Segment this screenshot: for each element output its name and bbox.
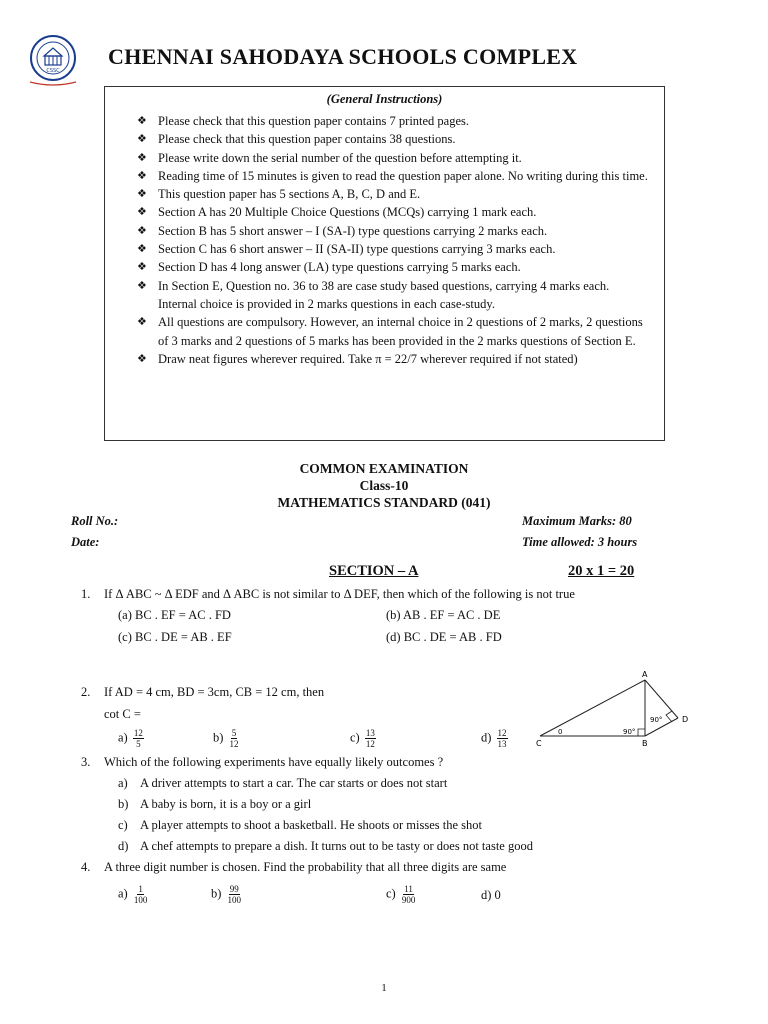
instruction-item: ❖ This question paper has 5 sections A, B, C, D and E. xyxy=(137,185,649,203)
instruction-item: ❖ Please check that this question paper contains 38 questions. xyxy=(137,130,649,148)
question-3-option-b-label: b) xyxy=(118,797,129,811)
time-allowed: Time allowed: 3 hours xyxy=(522,535,638,549)
instruction-item: ❖ In Section E, Question no. 36 to 38 are case study based questions, carrying 4 marks each. Internal choice is provided in 2 marks questions in each case-study. xyxy=(137,278,610,311)
question-3-option-d: A chef attempts to prepare a dish. It turns out to be tasty or does not taste good xyxy=(140,839,533,853)
question-4-text: A three digit number is chosen. Find the probability that all three digits are same xyxy=(104,860,507,874)
instructions-heading: (General Instructions) xyxy=(326,92,443,106)
question-number: 3. xyxy=(81,755,91,769)
diamond-bullet-icon: ❖ xyxy=(137,114,147,127)
diamond-bullet-icon: ❖ xyxy=(137,351,147,365)
diamond-bullet-icon: ❖ xyxy=(137,187,147,201)
question-number: 2. xyxy=(81,685,91,699)
question-2-option-d: d) $\frac{12}{13}$ xyxy=(481,728,507,749)
question-4-option-a: a) $\frac{1}{100}$ xyxy=(118,884,148,905)
instruction-item: ❖ All questions are compulsory. However, an internal choice in 2 questions of 2 marks, 2 questions of 3 marks and 2 questions of 5 marks has been provided in the 2 marks questions of Section E. xyxy=(137,315,643,348)
question-2-cot-c: cot C = xyxy=(104,707,141,721)
angle-c-label: 0 xyxy=(558,728,563,736)
instruction-item: ❖ Draw neat figures wherever required. Take π = 22/7 wherever required if not stated) xyxy=(137,350,649,368)
question-2-option-c: c) $\frac{13}{12}$ xyxy=(350,728,375,749)
school-title: CHENNAI SAHODAYA SCHOOLS COMPLEX xyxy=(108,44,578,69)
angle-d-label: 90° xyxy=(650,716,663,724)
question-3-text: Which of the following experiments have equally likely outcomes ? xyxy=(104,755,444,769)
exam-subject: MATHEMATICS STANDARD (041) xyxy=(277,495,491,510)
fraction: $\frac{12}{13}$ xyxy=(497,728,507,749)
question-1-text: If Δ ABC ~ Δ EDF and Δ ABC is not similar to Δ DEF, then which of the following is not true xyxy=(104,587,575,601)
instruction-item: ❖ Please check that this question paper contains 7 printed pages. xyxy=(137,112,649,130)
diamond-bullet-icon: ❖ xyxy=(137,242,147,256)
question-3-option-d-label: d) xyxy=(118,839,129,853)
instruction-item: ❖ Reading time of 15 minutes is given to read the question paper alone. No writing during this time. xyxy=(137,167,649,185)
fraction: $\frac{11}{900}$ xyxy=(401,884,416,905)
diamond-bullet-icon: ❖ xyxy=(137,132,147,146)
question-1-option-a: (a) BC . EF = AC . FD xyxy=(118,608,231,622)
vertex-c-label: C xyxy=(536,739,542,748)
exam-class: Class-10 xyxy=(359,478,409,493)
exam-name: COMMON EXAMINATION xyxy=(299,461,469,476)
diamond-bullet-icon: ❖ xyxy=(137,223,147,237)
angle-b-label: 90° xyxy=(623,728,636,736)
question-3-option-a: A driver attempts to start a car. The car starts or does not start xyxy=(140,776,448,790)
instructions-box xyxy=(104,86,665,441)
section-marks: 20 x 1 = 20 xyxy=(568,563,635,579)
fraction: $\frac{5}{12}$ xyxy=(229,728,239,749)
question-2-option-b: b) $\frac{5}{12}$ xyxy=(213,728,239,749)
diamond-bullet-icon: ❖ xyxy=(137,260,147,274)
question-4-option-d: d) 0 xyxy=(481,888,501,902)
question-4-option-b: b) $\frac{99}{100}$ xyxy=(211,884,242,905)
diamond-bullet-icon: ❖ xyxy=(137,205,147,219)
question-number: 1. xyxy=(81,587,91,601)
date-label: Date: xyxy=(71,535,100,549)
diamond-bullet-icon: ❖ xyxy=(137,315,147,329)
question-1-option-d: (d) BC . DE = AB . FD xyxy=(386,630,502,644)
question-1-option-c: (c) BC . DE = AB . EF xyxy=(118,630,232,644)
fraction: $\frac{1}{100}$ xyxy=(133,884,148,905)
diamond-bullet-icon: ❖ xyxy=(137,168,147,182)
instruction-item: ❖ Section D has 4 long answer (LA) type questions carrying 5 marks each. xyxy=(137,258,649,276)
question-4-option-c: c) $\frac{11}{900}$ xyxy=(386,884,416,905)
page-number: 1 xyxy=(381,982,387,994)
vertex-a-label: A xyxy=(642,670,648,679)
fraction: $\frac{99}{100}$ xyxy=(227,884,242,905)
diamond-bullet-icon: ❖ xyxy=(137,150,147,164)
question-2-text: If AD = 4 cm, BD = 3cm, CB = 12 cm, then xyxy=(104,685,325,699)
triangle-figure xyxy=(528,668,693,752)
roll-number-label: Roll No.: xyxy=(71,514,119,528)
instruction-item: ❖ Please write down the serial number of the question before attempting it. xyxy=(137,149,649,167)
question-3-option-c-label: c) xyxy=(118,818,128,832)
exam-heading xyxy=(0,460,768,511)
instruction-item: ❖ Section C has 6 short answer – II (SA-II) type questions carrying 3 marks each. xyxy=(137,240,649,258)
logo-text: CSSC xyxy=(46,68,60,74)
question-number: 4. xyxy=(81,860,91,874)
question-3-option-b: A baby is born, it is a boy or a girl xyxy=(140,797,312,811)
question-2-option-a: a) $\frac{12}{5}$ xyxy=(118,728,143,749)
maximum-marks: Maximum Marks: 80 xyxy=(522,514,632,528)
fraction: $\frac{13}{12}$ xyxy=(365,728,375,749)
instructions-list xyxy=(137,112,649,368)
diamond-bullet-icon: ❖ xyxy=(137,278,147,292)
question-3-option-c: A player attempts to shoot a basketball. He shoots or misses the shot xyxy=(140,818,482,832)
question-1-option-b: (b) AB . EF = AC . DE xyxy=(386,608,501,622)
school-logo xyxy=(22,34,84,88)
question-3-option-a-label: a) xyxy=(118,776,128,790)
instruction-item: ❖ Section B has 5 short answer – I (SA-I) type questions carrying 2 marks each. xyxy=(137,222,649,240)
vertex-b-label: B xyxy=(642,739,648,748)
fraction: $\frac{12}{5}$ xyxy=(133,728,143,749)
instruction-item: ❖ Section A has 20 Multiple Choice Questions (MCQs) carrying 1 mark each. xyxy=(137,203,649,221)
vertex-d-label: D xyxy=(682,715,689,724)
section-title: SECTION – A xyxy=(329,563,419,579)
